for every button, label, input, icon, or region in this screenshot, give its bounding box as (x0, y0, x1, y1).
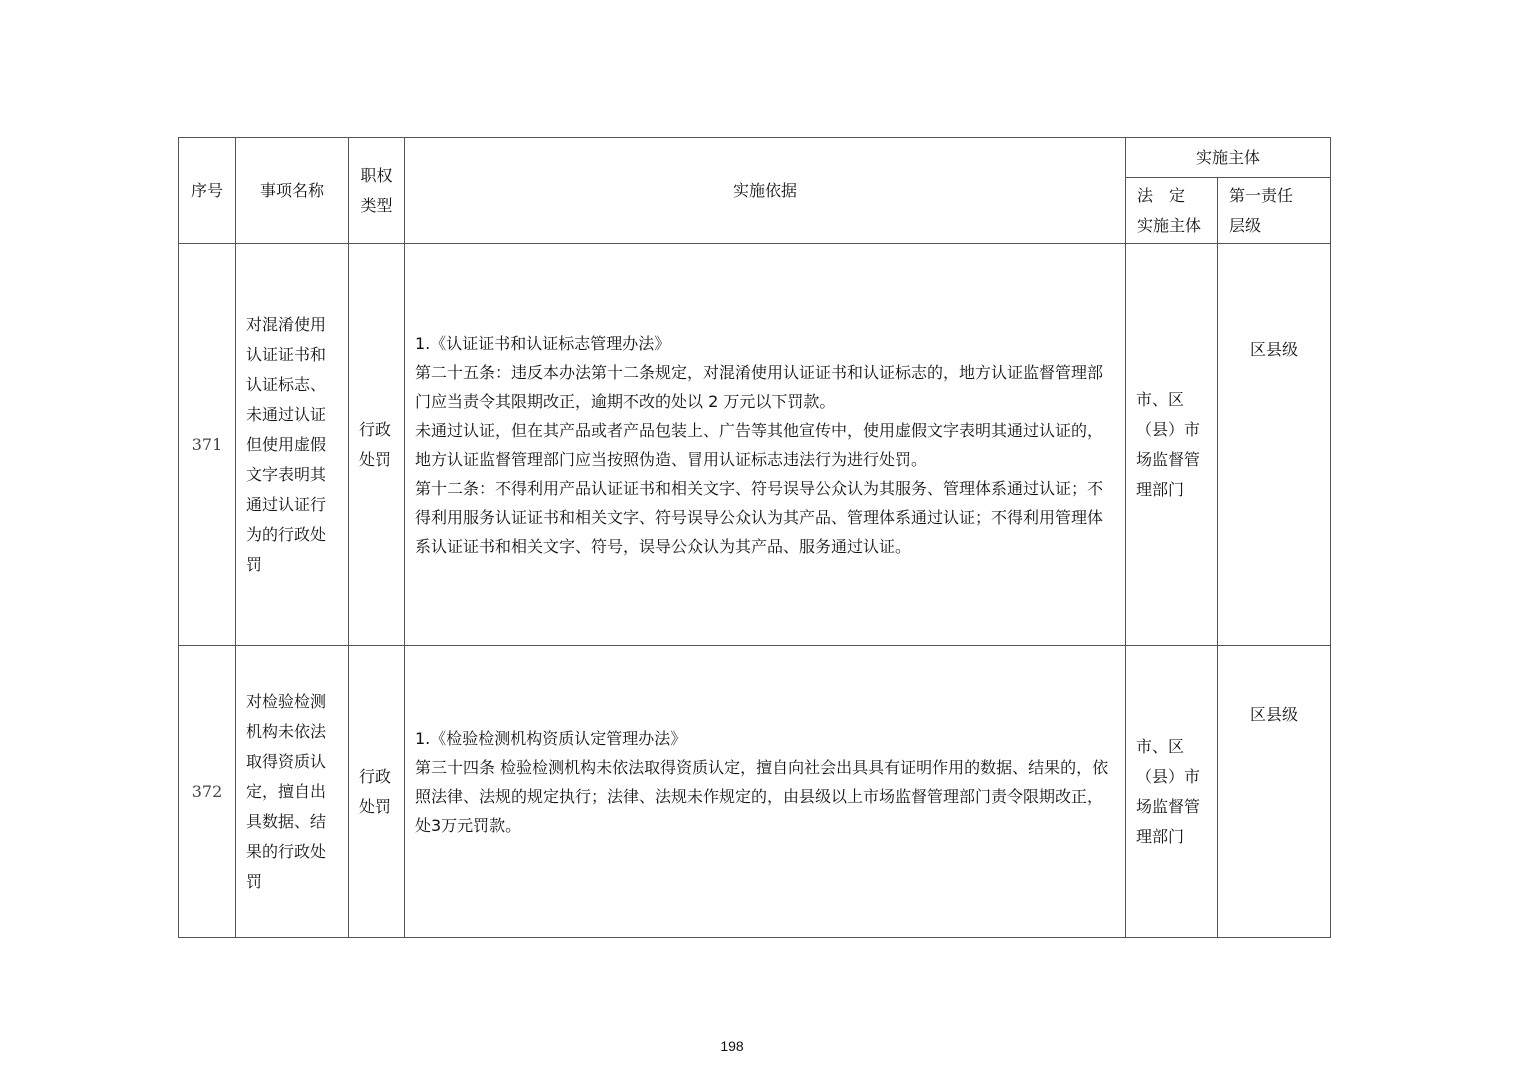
basis-paragraph: 未通过认证，但在其产品或者产品包装上、广告等其他宣传中，使用虚假文字表明其通过认证的，地方认证监督管理部门应当按照伪造、冒用认证标志违法行为进行处罚。 (415, 420, 1104, 469)
enforcement-items-table (178, 137, 1331, 938)
table-row (179, 646, 1331, 938)
row-item-name: 对混淆使用认证证书和认证标志、未通过认证但使用虚假文字表明其通过认证行为的行政处罚 (236, 244, 349, 646)
table-row (179, 244, 1331, 646)
header-first-level: 第一责任 层级 (1218, 178, 1331, 244)
header-name: 事项名称 (236, 138, 349, 244)
row-basis (405, 244, 1126, 646)
level-text: 区县级 (1250, 339, 1299, 359)
row-legal-subject: 市、区（县）市场监督管理部门 (1126, 244, 1218, 646)
row-item-name: 对检验检测机构未依法取得资质认定，擅自出具数据、结果的行政处罚 (236, 646, 349, 938)
header-row-top (179, 138, 1331, 178)
row-authority-type: 行政处罚 (349, 646, 405, 938)
header-legal-subject: 法 定 实施主体 (1126, 178, 1218, 244)
header-subject: 实施主体 (1126, 138, 1331, 178)
row-seq: 371 (179, 244, 236, 646)
row-first-level (1218, 244, 1331, 646)
page-number: 198 (720, 1038, 744, 1054)
header-seq: 序号 (179, 138, 236, 244)
header-basis: 实施依据 (405, 138, 1126, 244)
basis-title: 1.《认证证书和认证标志管理办法》 (415, 333, 671, 353)
basis-paragraph: 第十二条：不得利用产品认证证书和相关文字、符号误导公众认为其服务、管理体系通过认证；不得利用服务认证证书和相关文字、符号误导公众认为其产品、管理体系通过认证；不得利用管理体系认证证书和相关文字、符号，误导公众认为其产品、服务通过认证。 (415, 478, 1104, 556)
basis-paragraph: 第二十五条：违反本办法第十二条规定，对混淆使用认证证书和认证标志的，地方认证监督管理部门应当责令其限期改正，逾期不改的处以 2 万元以下罚款。 (415, 362, 1104, 411)
row-legal-subject: 市、区（县）市场监督管理部门 (1126, 646, 1218, 938)
basis-title: 1.《检验检测机构资质认定管理办法》 (415, 728, 687, 748)
level-text: 区县级 (1250, 704, 1299, 724)
row-authority-type: 行政处罚 (349, 244, 405, 646)
row-seq: 372 (179, 646, 236, 938)
basis-paragraph: 第三十四条 检验检测机构未依法取得资质认定，擅自向社会出具具有证明作用的数据、结果的，依照法律、法规的规定执行；法律、法规未作规定的，由县级以上市场监督管理部门责令限期改正，处3万元罚款。 (415, 757, 1109, 835)
row-first-level (1218, 646, 1331, 938)
row-basis (405, 646, 1126, 938)
header-type: 职权 类型 (349, 138, 405, 244)
